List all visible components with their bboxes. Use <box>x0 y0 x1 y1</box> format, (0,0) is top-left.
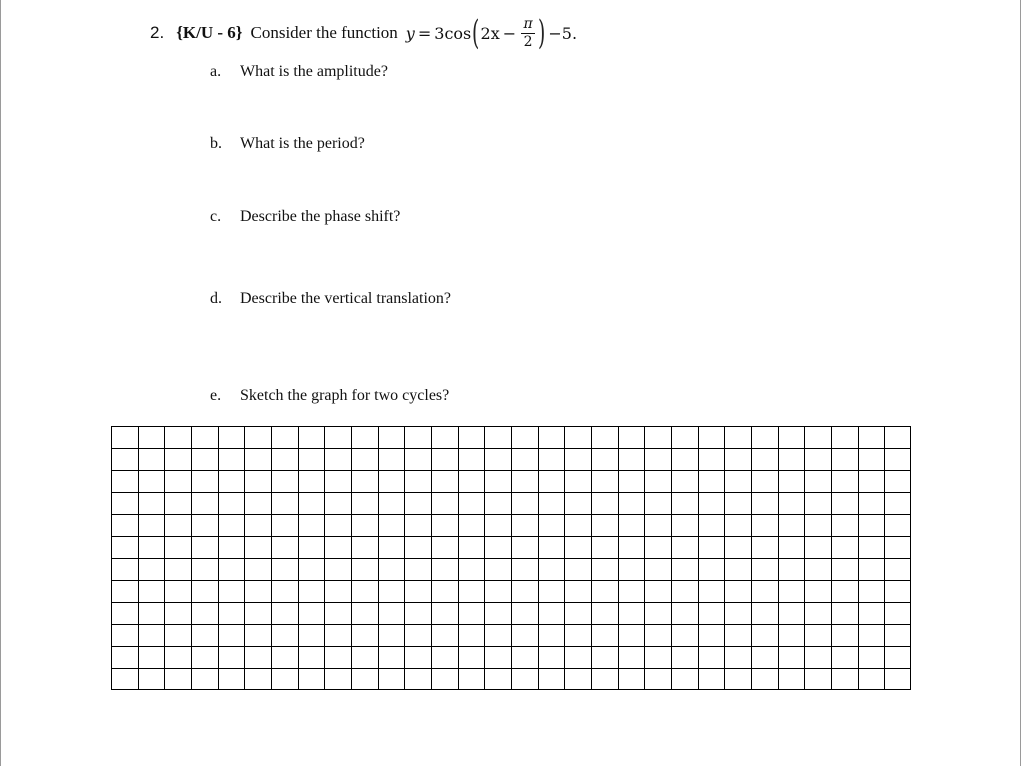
part-letter: a. <box>210 63 222 80</box>
question-number: 2. <box>150 23 165 42</box>
part-letter: b. <box>210 135 222 152</box>
part-letter: e. <box>210 387 222 404</box>
formula-coefficient: 3 <box>434 23 445 43</box>
part-text: Sketch the graph for two cycles? <box>240 387 450 404</box>
page-right-border <box>1020 0 1021 766</box>
formula-lhs: y <box>405 23 415 43</box>
formula-equals: = <box>417 23 432 43</box>
part-b <box>210 135 365 153</box>
part-d <box>210 290 451 308</box>
question-prompt: Consider the function <box>250 23 398 42</box>
function-formula <box>405 13 578 53</box>
formula-fraction <box>521 17 535 49</box>
question-header <box>150 13 578 53</box>
right-paren: ) <box>538 13 546 53</box>
left-paren: ( <box>472 13 480 53</box>
part-text: Describe the vertical translation? <box>240 290 452 307</box>
formula-cos: cos <box>444 23 472 43</box>
part-text: What is the amplitude? <box>240 63 388 80</box>
part-a <box>210 63 388 81</box>
part-e <box>210 387 449 405</box>
part-c <box>210 208 400 226</box>
formula-tail: −5. <box>548 23 578 43</box>
page-left-border <box>0 0 1 766</box>
formula-inner-term: 2x <box>480 23 500 43</box>
part-text: Describe the phase shift? <box>240 208 401 225</box>
graph-grid-lines[interactable] <box>111 426 911 690</box>
part-letter: d. <box>210 290 222 307</box>
part-text: What is the period? <box>240 135 365 152</box>
formula-minus: − <box>502 23 517 43</box>
graph-grid[interactable] <box>111 426 911 690</box>
question-category-code: {K/U - 6} <box>176 23 243 42</box>
fraction-numerator: π <box>523 15 533 32</box>
part-letter: c. <box>210 208 222 225</box>
fraction-denominator: 2 <box>523 33 533 50</box>
